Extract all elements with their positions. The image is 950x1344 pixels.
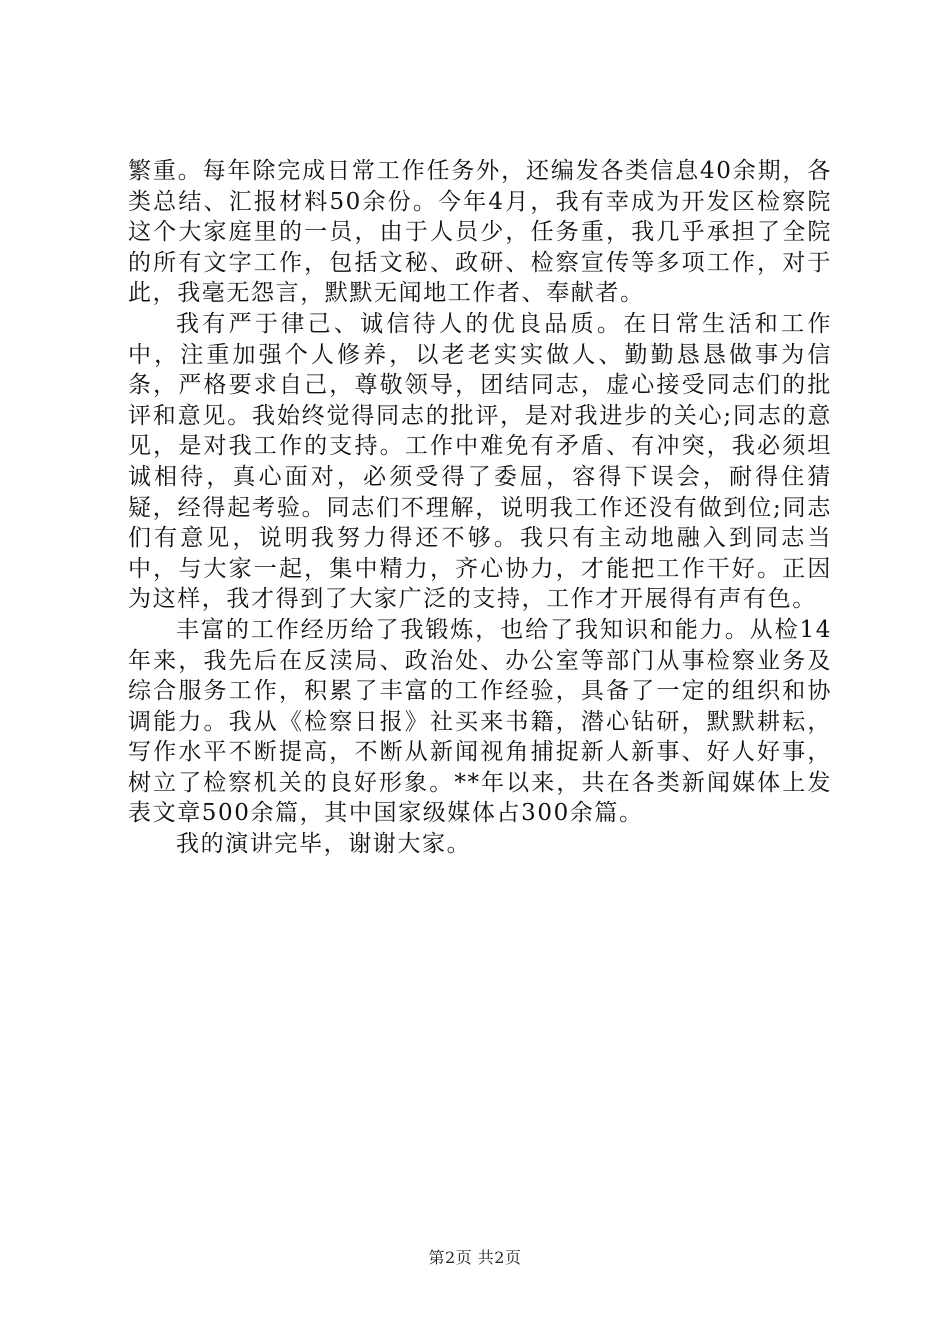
page-footer: 第2页 共2页 bbox=[428, 1248, 522, 1267]
paragraph-character: 我有严于律己、诚信待人的优良品质。在日常生活和工作中，注重加强个人修养，以老老实实做人、勤勤恳恳做事为信条，严格要求自己，尊敬领导，团结同志，虚心接受同志们的批评和意见。我始终觉得同志的批评，是对我进步的关心;同志的意见，是对我工作的支持。工作中难免有矛盾、有冲突，我必须坦诚相待，真心面对，必须受得了委屈，容得下误会，耐得住猜疑，经得起考验。同志们不理解，说明我工作还没有做到位;同志们有意见，说明我努力得还不够。我只有主动地融入到同志当中，与大家一起，集中精力，齐心协力，才能把工作干好。正因为这样，我才得到了大家广泛的支持，工作才开展得有声有色。 bbox=[128, 310, 832, 613]
paragraph-continued: 繁重。每年除完成日常工作任务外，还编发各类信息40余期，各类总结、汇报材料50余份。今年4月，我有幸成为开发区检察院这个大家庭里的一员，由于人员少，任务重，我几乎承担了全院的所有文字工作，包括文秘、政研、检察宣传等多项工作，对于此，我毫无怨言，默默无闻地工作者、奉献者。 bbox=[128, 158, 832, 307]
paragraph-experience: 丰富的工作经历给了我锻炼，也给了我知识和能力。从检14年来，我先后在反渎局、政治处、办公室等部门从事检察业务及综合服务工作，积累了丰富的工作经验，具备了一定的组织和协调能力。我从《检察日报》社买来书籍，潜心钻研，默默耕耘，写作水平不断提高，不断从新闻视角捕捉新人新事、好人好事，树立了检察机关的良好形象。**年以来，共在各类新闻媒体上发表文章500余篇，其中国家级媒体占300余篇。 bbox=[128, 616, 832, 827]
paragraph-closing: 我的演讲完毕，谢谢大家。 bbox=[176, 831, 472, 858]
document-body bbox=[128, 156, 832, 860]
